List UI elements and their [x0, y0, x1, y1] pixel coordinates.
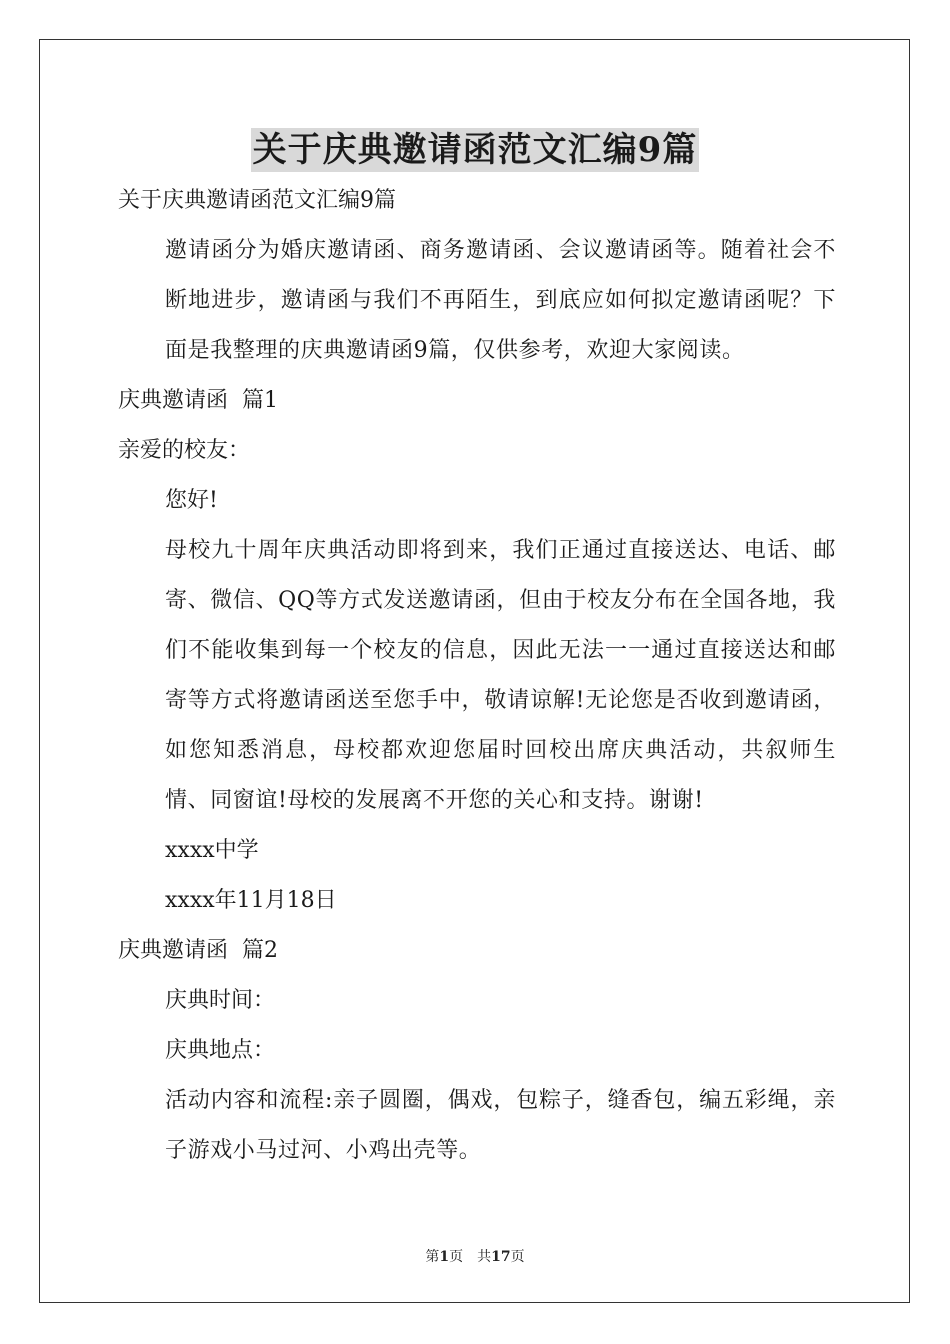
document-title: 关于庆典邀请函范文汇编9篇	[252, 130, 698, 170]
document-body	[118, 176, 836, 1176]
section2-heading: 庆典邀请函 篇2	[118, 938, 278, 963]
page-footer	[0, 1246, 950, 1266]
page-suffix: 页	[510, 1249, 525, 1265]
section1-heading: 庆典邀请函 篇1	[118, 388, 278, 413]
page-current: 1	[439, 1249, 450, 1265]
document-subtitle: 关于庆典邀请函范文汇编9篇	[118, 188, 396, 213]
section1-body: 母校九十周年庆典活动即将到来，我们正通过直接送达、电话、邮寄、微信、QQ等方式发送邀请函，但由于校友分布在全国各地，我们不能收集到每一个校友的信息，因此无法一一通过直接送达和邮寄等方式将邀请函送至您手中，敬请谅解!无论您是否收到邀请函，如您知悉消息，母校都欢迎您届时回校出席庆典活动，共叙师生情、同窗谊!母校的发展离不开您的关心和支持。谢谢!	[165, 538, 836, 813]
section1-signer: xxxx中学	[165, 838, 259, 863]
page-total: 17	[491, 1249, 511, 1265]
page-prefix: 第	[425, 1249, 440, 1265]
section2-time-label: 庆典时间：	[165, 988, 276, 1013]
page-mid: 页 共	[449, 1249, 492, 1265]
section1-date: xxxx年11月18日	[165, 888, 337, 913]
section2-activities: 活动内容和流程:亲子圆圈，偶戏，包粽子，缝香包，编五彩绳，亲子游戏小马过河、小鸡出壳等。	[165, 1088, 836, 1163]
section1-greeting: 您好!	[165, 488, 218, 513]
section1-salutation: 亲爱的校友：	[118, 438, 251, 463]
section2-place-label: 庆典地点：	[165, 1038, 276, 1063]
intro-paragraph: 邀请函分为婚庆邀请函、商务邀请函、会议邀请函等。随着社会不断地进步，邀请函与我们不再陌生，到底应如何拟定邀请函呢？下面是我整理的庆典邀请函9篇，仅供参考，欢迎大家阅读。	[165, 238, 836, 363]
title-container	[0, 128, 950, 172]
